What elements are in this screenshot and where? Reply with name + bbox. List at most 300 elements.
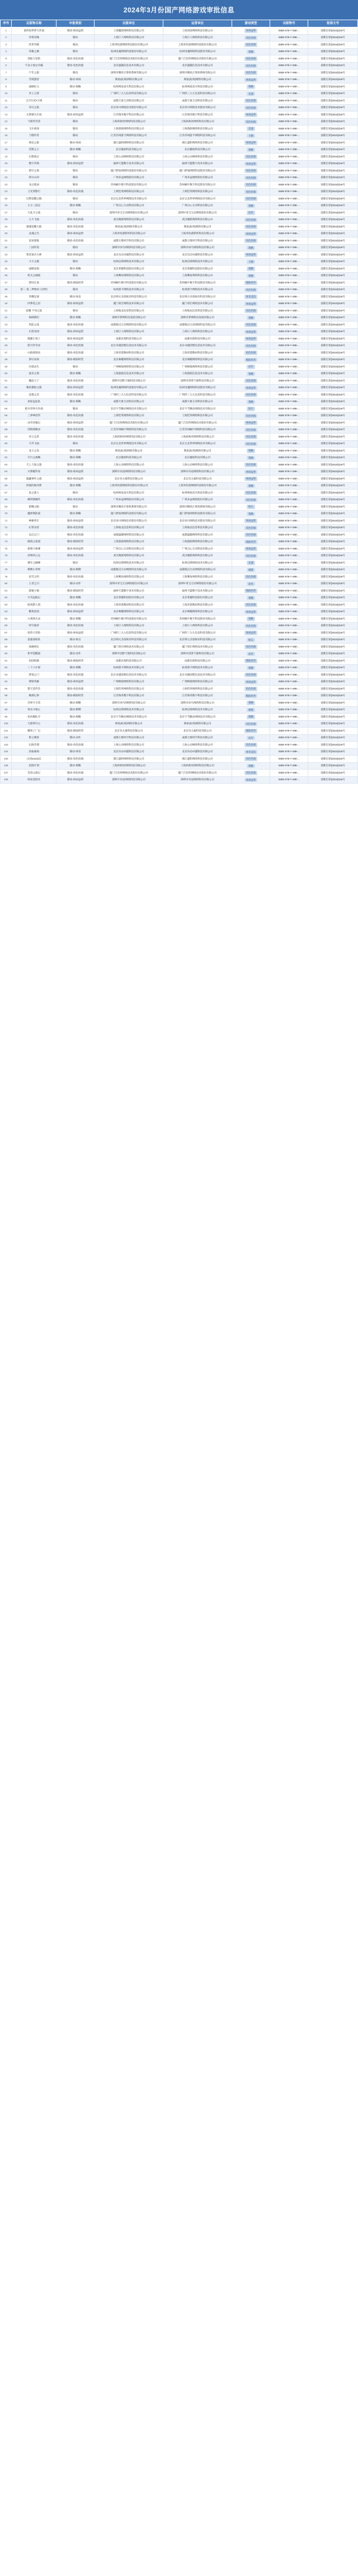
cell-publisher: 厦门梦加网络科技股份有限公司 bbox=[95, 510, 163, 518]
cell-game-type bbox=[232, 83, 270, 91]
cell-operator: 北京帅醒网络科技有限公司 bbox=[163, 356, 232, 364]
cell-title: 三界神话传 bbox=[12, 412, 56, 420]
cell-game-type bbox=[232, 62, 270, 69]
cell-title: 天外飞仙 bbox=[12, 440, 56, 448]
cell-approval-number: 国新出审[2024]318号 bbox=[308, 518, 358, 525]
cell-category: 移动-策略 bbox=[56, 454, 95, 462]
cell-category: 移动 bbox=[56, 97, 95, 105]
cell-approval-number: 国新出审[2024]318号 bbox=[308, 476, 358, 483]
cell-category: 移动-休闲益智 bbox=[56, 468, 95, 476]
cell-game-type bbox=[232, 504, 270, 511]
cell-approval-number: 国新出审[2024]318号 bbox=[308, 258, 358, 265]
cell-index: 27 bbox=[1, 209, 12, 217]
cell-category: 移动-休闲益智 bbox=[56, 328, 95, 336]
table-row bbox=[1, 328, 358, 336]
page-title: 2024年3月份国产网络游戏审批信息 bbox=[0, 0, 358, 20]
cell-operator: 武汉微派网络科技有限公司 bbox=[163, 216, 232, 223]
cell-category: 移动 bbox=[56, 41, 95, 49]
cell-approval-number: 国新出审[2024]318号 bbox=[308, 406, 358, 413]
game-type-badge: 策略 bbox=[247, 267, 255, 271]
cell-operator: 广州四三九九信息科技有限公司 bbox=[163, 630, 232, 637]
cell-game-type bbox=[232, 118, 270, 125]
table-row bbox=[1, 678, 358, 686]
cell-index: 106 bbox=[1, 762, 12, 770]
table-row bbox=[1, 398, 358, 406]
cell-category: 移动 bbox=[56, 406, 95, 413]
cell-index: 16 bbox=[1, 132, 12, 139]
cell-game-type bbox=[232, 448, 270, 455]
cell-game-type bbox=[232, 776, 270, 784]
cell-operator: 厦门勇仕网络技术有限公司 bbox=[163, 300, 232, 308]
cell-approval-number: 国新出审[2024]318号 bbox=[308, 342, 358, 350]
cell-approval-number: 国新出审[2024]318号 bbox=[308, 552, 358, 560]
cell-index: 86 bbox=[1, 622, 12, 630]
cell-index: 48 bbox=[1, 356, 12, 364]
game-type-badge: 休闲益智 bbox=[244, 519, 258, 523]
game-type-badge: 休闲益智 bbox=[244, 610, 258, 614]
cell-isbn: ISBN 978-7-498-... bbox=[270, 706, 308, 714]
cell-title: 糖果工厂记 bbox=[12, 728, 56, 735]
cell-index: 72 bbox=[1, 524, 12, 532]
cell-game-type bbox=[232, 728, 270, 735]
cell-approval-number: 国新出审[2024]318号 bbox=[308, 181, 358, 189]
game-type-badge: 休闲益智 bbox=[244, 253, 258, 257]
game-type-badge: 休闲益智 bbox=[244, 232, 258, 236]
cell-game-type bbox=[232, 398, 270, 406]
cell-category: 移动 bbox=[56, 560, 95, 567]
table-row bbox=[1, 608, 358, 616]
cell-approval-number: 国新出审[2024]318号 bbox=[308, 454, 358, 462]
game-type-badge: 策略 bbox=[247, 617, 255, 621]
cell-operator: 厦门梦加网络科技股份有限公司 bbox=[163, 510, 232, 518]
cell-operator: 成都银汉互动网络科技有限公司 bbox=[163, 566, 232, 574]
cell-isbn: ISBN 978-7-498-... bbox=[270, 118, 308, 125]
cell-publisher: 苏州蜗牛数字科技股份有限公司 bbox=[95, 616, 163, 623]
cell-approval-number: 国新出审[2024]318号 bbox=[308, 426, 358, 434]
table-row bbox=[1, 378, 358, 385]
cell-game-type bbox=[232, 580, 270, 588]
cell-isbn: ISBN 978-7-498-... bbox=[270, 672, 308, 679]
cell-game-type bbox=[232, 468, 270, 476]
cell-game-type bbox=[232, 426, 270, 434]
cell-isbn: ISBN 978-7-498-... bbox=[270, 664, 308, 672]
cell-isbn: ISBN 978-7-498-... bbox=[270, 518, 308, 525]
cell-index: 9 bbox=[1, 83, 12, 91]
game-type-badge: 动作 bbox=[247, 652, 255, 656]
game-type-badge: 角色扮演 bbox=[244, 771, 258, 775]
cell-operator: 上海莉莉丝网络科技有限公司 bbox=[163, 762, 232, 770]
cell-category: 移动-休闲 bbox=[56, 139, 95, 147]
cell-title: 梦回江南 bbox=[12, 280, 56, 287]
cell-title: 萌宠之旅 bbox=[12, 139, 56, 147]
cell-index: 87 bbox=[1, 630, 12, 637]
game-type-badge: 策略 bbox=[247, 50, 255, 54]
cell-title: 斗斗之歌 bbox=[12, 258, 56, 265]
cell-isbn: ISBN 978-7-498-... bbox=[270, 468, 308, 476]
cell-index: 76 bbox=[1, 552, 12, 560]
cell-publisher: 上海巨人网络科技有限公司 bbox=[95, 34, 163, 41]
cell-isbn: ISBN 978-7-498-... bbox=[270, 125, 308, 133]
cell-operator: 北京冰川网络技术股份有限公司 bbox=[163, 104, 232, 111]
cell-operator: 杭州网易雷火科技有限公司 bbox=[163, 490, 232, 497]
cell-approval-number: 国新出审[2024]318号 bbox=[308, 434, 358, 441]
cell-operator: 北京完美世界网络技术有限公司 bbox=[163, 195, 232, 203]
cell-game-type bbox=[232, 55, 270, 63]
cell-category: 移动-角色扮演 bbox=[56, 55, 95, 63]
game-type-badge: 策略 bbox=[247, 204, 255, 208]
cell-title: 行行之战略 bbox=[12, 454, 56, 462]
cell-operator: 杭州边锋网络技术有限公司 bbox=[163, 706, 232, 714]
cell-category: 移动-模拟经营 bbox=[56, 280, 95, 287]
cell-game-type bbox=[232, 48, 270, 55]
cell-title: 飞车战场 bbox=[12, 125, 56, 133]
cell-game-type bbox=[232, 356, 270, 364]
cell-category: 移动-休闲益智 bbox=[56, 776, 95, 784]
cell-publisher: 杭州网易雷火科技有限公司 bbox=[95, 83, 163, 91]
cell-index: 81 bbox=[1, 588, 12, 595]
cell-publisher: 广州多益网络股份有限公司 bbox=[95, 496, 163, 504]
cell-category: 移动-角色扮演 bbox=[56, 742, 95, 749]
cell-publisher: 上海巨人网络科技有限公司 bbox=[95, 328, 163, 336]
cell-operator: 北京字节跳动网络技术有限公司 bbox=[163, 406, 232, 413]
cell-game-type bbox=[232, 258, 270, 265]
cell-approval-number: 国新出审[2024]318号 bbox=[308, 83, 358, 91]
cell-operator: 北京卓越创想信息技术有限公司 bbox=[163, 342, 232, 350]
cell-approval-number: 国新出审[2024]318号 bbox=[308, 90, 358, 97]
table-row bbox=[1, 482, 358, 490]
cell-publisher: 杭州电魂网络科技股份有限公司 bbox=[95, 384, 163, 392]
cell-title: 影之刺客 bbox=[12, 734, 56, 742]
cell-category: 移动-角色扮演 bbox=[56, 574, 95, 581]
game-type-badge: 角色扮演 bbox=[244, 190, 258, 194]
cell-operator: 杭州游卡网络技术有限公司 bbox=[163, 286, 232, 294]
cell-operator: 厦门梦加网络科技股份有限公司 bbox=[163, 167, 232, 175]
cell-game-type bbox=[232, 412, 270, 420]
cell-publisher: 上海心动网络科技有限公司 bbox=[95, 462, 163, 469]
cell-isbn: ISBN 978-7-498-... bbox=[270, 770, 308, 777]
table-row bbox=[1, 118, 358, 125]
cell-operator: 江苏淘米数字科技有限公司 bbox=[163, 111, 232, 119]
cell-publisher: 成都乐狗科技有限公司 bbox=[95, 336, 163, 343]
cell-category: 移动-模拟经营 bbox=[56, 538, 95, 546]
cell-category: 移动-休闲益智 bbox=[56, 630, 95, 637]
cell-publisher: 北京完美世界网络技术有限公司 bbox=[95, 440, 163, 448]
cell-isbn: ISBN 978-7-498-... bbox=[270, 132, 308, 139]
cell-isbn: ISBN 978-7-498-... bbox=[270, 496, 308, 504]
cell-isbn: ISBN 978-7-498-... bbox=[270, 650, 308, 658]
cell-index: 7 bbox=[1, 69, 12, 77]
table-row bbox=[1, 434, 358, 441]
cell-index: 97 bbox=[1, 700, 12, 707]
table-row bbox=[1, 770, 358, 777]
cell-approval-number: 国新出审[2024]318号 bbox=[308, 167, 358, 175]
cell-isbn: ISBN 978-7-498-... bbox=[270, 406, 308, 413]
cell-title: 星际远征队 bbox=[12, 398, 56, 406]
cell-publisher: 武汉微派网络科技有限公司 bbox=[95, 552, 163, 560]
table-row bbox=[1, 524, 358, 532]
cell-approval-number: 国新出审[2024]318号 bbox=[308, 630, 358, 637]
cell-operator: 上海巨人网络科技有限公司 bbox=[163, 328, 232, 336]
cell-isbn: ISBN 978-7-498-... bbox=[270, 195, 308, 203]
cell-approval-number: 国新出审[2024]318号 bbox=[308, 566, 358, 574]
cell-approval-number: 国新出审[2024]318号 bbox=[308, 118, 358, 125]
cell-publisher: 上海恺英网络科技有限公司 bbox=[95, 188, 163, 195]
cell-game-type bbox=[232, 692, 270, 700]
cell-publisher: 深圳市腾讯计算机系统有限公司 bbox=[95, 69, 163, 77]
cell-isbn: ISBN 978-7-498-... bbox=[270, 398, 308, 406]
cell-category: 移动 bbox=[56, 308, 95, 315]
cell-game-type bbox=[232, 286, 270, 294]
cell-publisher: 杭州电魂网络科技股份有限公司 bbox=[95, 48, 163, 55]
cell-isbn: ISBN 978-7-498-... bbox=[270, 364, 308, 371]
cell-isbn: ISBN 978-7-498-... bbox=[270, 294, 308, 301]
cell-isbn: ISBN 978-7-498-... bbox=[270, 524, 308, 532]
cell-approval-number: 国新出审[2024]318号 bbox=[308, 294, 358, 301]
cell-title: 隐藏事件之谜 bbox=[12, 476, 56, 483]
game-type-badge: 角色扮演 bbox=[244, 442, 258, 446]
cell-game-type bbox=[232, 700, 270, 707]
cell-title: 猎鹰之眼 bbox=[12, 504, 56, 511]
cell-index: 79 bbox=[1, 574, 12, 581]
cell-isbn: ISBN 978-7-498-... bbox=[270, 258, 308, 265]
cell-index: 107 bbox=[1, 770, 12, 777]
cell-isbn: ISBN 978-7-498-... bbox=[270, 594, 308, 602]
cell-category: 移动 bbox=[56, 490, 95, 497]
game-type-badge: 角色扮演 bbox=[244, 239, 258, 243]
cell-publisher: 厦门梦加网络科技股份有限公司 bbox=[95, 167, 163, 175]
cell-approval-number: 国新出审[2024]318号 bbox=[308, 392, 358, 399]
cell-operator: 杭州网易雷火科技有限公司 bbox=[163, 83, 232, 91]
cell-isbn: ISBN 978-7-498-... bbox=[270, 532, 308, 539]
cell-title: 灵魂之光 bbox=[12, 230, 56, 237]
cell-operator: 北京网元圣唐娱乐科技有限公司 bbox=[163, 636, 232, 644]
cell-game-type bbox=[232, 280, 270, 287]
cell-title: 赛车之巅峰 bbox=[12, 560, 56, 567]
cell-title: 碎裂的银河系 bbox=[12, 482, 56, 490]
cell-game-type bbox=[232, 770, 270, 777]
game-type-badge: 策略 bbox=[247, 85, 255, 89]
cell-title: 山河social志 bbox=[12, 756, 56, 763]
table-row bbox=[1, 76, 358, 83]
cell-publisher: 北京掌趣科技股份有限公司 bbox=[95, 594, 163, 602]
cell-index: 47 bbox=[1, 350, 12, 357]
cell-game-type bbox=[232, 706, 270, 714]
cell-index: 14 bbox=[1, 118, 12, 125]
cell-approval-number: 国新出审[2024]318号 bbox=[308, 504, 358, 511]
cell-game-type bbox=[232, 160, 270, 167]
table-row bbox=[1, 364, 358, 371]
cell-approval-number: 国新出审[2024]318号 bbox=[308, 153, 358, 161]
cell-index: 80 bbox=[1, 580, 12, 588]
cell-category: 移动-策略 bbox=[56, 664, 95, 672]
cell-index: 58 bbox=[1, 426, 12, 434]
game-type-badge: 角色扮演 bbox=[244, 351, 258, 355]
cell-title: 时空旅者 bbox=[12, 622, 56, 630]
cell-title: 小小三国志 bbox=[12, 202, 56, 209]
table-row bbox=[1, 706, 358, 714]
cell-approval-number: 国新出审[2024]318号 bbox=[308, 280, 358, 287]
cell-publisher: 网易(杭州)网络有限公司 bbox=[95, 448, 163, 455]
table-row bbox=[1, 538, 358, 546]
cell-approval-number: 国新出审[2024]318号 bbox=[308, 55, 358, 63]
cell-game-type bbox=[232, 762, 270, 770]
cell-category: 移动 bbox=[56, 132, 95, 139]
game-type-badge: 策略 bbox=[247, 148, 255, 152]
cell-index: 32 bbox=[1, 244, 12, 251]
table-row bbox=[1, 314, 358, 322]
cell-title: 天上人间之旅 bbox=[12, 462, 56, 469]
game-type-badge: 策略 bbox=[247, 764, 255, 768]
cell-operator: 深圳中青宝互动网络股份有限公司 bbox=[163, 209, 232, 217]
cell-game-type bbox=[232, 518, 270, 525]
game-type-badge: 卡牌 bbox=[247, 260, 255, 264]
cell-approval-number: 国新出审[2024]318号 bbox=[308, 146, 358, 153]
cell-title: 机甲觉醒战 bbox=[12, 650, 56, 658]
cell-game-type bbox=[232, 181, 270, 189]
table-row bbox=[1, 714, 358, 721]
cell-category: 移动-角色扮演 bbox=[56, 532, 95, 539]
cell-publisher: 上海巨人网络科技有限公司 bbox=[95, 622, 163, 630]
cell-operator: 网易(杭州)网络有限公司 bbox=[163, 76, 232, 83]
cell-operator: 厦门吉比特网络技术股份有限公司 bbox=[163, 420, 232, 427]
cell-title: 西海情歌录 bbox=[12, 426, 56, 434]
cell-publisher: 深圳市乐逗网络科技有限公司 bbox=[95, 776, 163, 784]
table-row bbox=[1, 496, 358, 504]
table-row bbox=[1, 139, 358, 147]
cell-category: 移动-角色扮演 bbox=[56, 644, 95, 651]
cell-game-type bbox=[232, 664, 270, 672]
cell-category: 移动-策略 bbox=[56, 714, 95, 721]
cell-title: 异界守卫者 bbox=[12, 700, 56, 707]
cell-isbn: ISBN 978-7-498-... bbox=[270, 83, 308, 91]
cell-approval-number: 国新出审[2024]318号 bbox=[308, 76, 358, 83]
cell-isbn: ISBN 978-7-498-... bbox=[270, 720, 308, 728]
game-type-badge: 休闲益智 bbox=[244, 778, 258, 782]
cell-category: 移动-角色扮演 bbox=[56, 378, 95, 385]
table-row bbox=[1, 616, 358, 623]
cell-approval-number: 国新出审[2024]318号 bbox=[308, 602, 358, 609]
cell-approval-number: 国新出审[2024]318号 bbox=[308, 97, 358, 105]
game-type-badge: 角色扮演 bbox=[244, 323, 258, 327]
cell-category: 移动 bbox=[56, 364, 95, 371]
cell-operator: 深圳市梦网科技发展有限公司 bbox=[163, 314, 232, 322]
game-type-badge: 动作 bbox=[247, 582, 255, 586]
cell-title: 奇境奇缘 bbox=[12, 34, 56, 41]
cell-title: 千年之旅 bbox=[12, 69, 56, 77]
cell-operator: 深圳市创梦天地科技有限公司 bbox=[163, 650, 232, 658]
cell-publisher: 北京卓越创想信息技术有限公司 bbox=[95, 342, 163, 350]
cell-title: 魔界塔防战 bbox=[12, 510, 56, 518]
cell-isbn: ISBN 978-7-498-... bbox=[270, 678, 308, 686]
cell-publisher: 厦门勇仕网络技术有限公司 bbox=[95, 644, 163, 651]
cell-publisher: 杭州边锋网络技术有限公司 bbox=[95, 706, 163, 714]
cell-isbn: ISBN 978-7-498-... bbox=[270, 546, 308, 553]
table-row bbox=[1, 756, 358, 763]
cell-operator: 北京卓越创想信息技术有限公司 bbox=[163, 672, 232, 679]
table-row bbox=[1, 440, 358, 448]
cell-index: 66 bbox=[1, 482, 12, 490]
cell-title: 剑起之战 bbox=[12, 322, 56, 329]
game-type-badge: 角色扮演 bbox=[244, 379, 258, 383]
cell-operator: 北京冰川网络技术股份有限公司 bbox=[163, 518, 232, 525]
cell-operator: 成都天象互动科技有限公司 bbox=[163, 398, 232, 406]
cell-category: 移动-角色扮演 bbox=[56, 552, 95, 560]
cell-game-type bbox=[232, 139, 270, 147]
cell-publisher: 北京乐动卓越科技有限公司 bbox=[95, 748, 163, 756]
cell-isbn: ISBN 978-7-498-... bbox=[270, 286, 308, 294]
cell-category: 移动-角色扮演 bbox=[56, 720, 95, 728]
cell-title: 方舟远航记 bbox=[12, 594, 56, 602]
cell-isbn: ISBN 978-7-498-... bbox=[270, 336, 308, 343]
cell-index: 3 bbox=[1, 41, 12, 49]
cell-index: 69 bbox=[1, 504, 12, 511]
cell-isbn: ISBN 978-7-498-... bbox=[270, 622, 308, 630]
cell-isbn: ISBN 978-7-498-... bbox=[270, 608, 308, 616]
cell-game-type bbox=[232, 153, 270, 161]
cell-category: 移动 bbox=[56, 34, 95, 41]
cell-operator: 上海米哈游网络科技股份有限公司 bbox=[163, 41, 232, 49]
table-row bbox=[1, 658, 358, 665]
game-type-badge: 角色扮演 bbox=[244, 743, 258, 747]
cell-index: 90 bbox=[1, 650, 12, 658]
cell-index: 13 bbox=[1, 111, 12, 119]
game-type-badge: 策略 bbox=[247, 400, 255, 404]
table-row bbox=[1, 308, 358, 315]
cell-game-type bbox=[232, 462, 270, 469]
cell-game-type bbox=[232, 538, 270, 546]
cell-publisher: 成都盛趣网络科技有限公司 bbox=[95, 532, 163, 539]
cell-approval-number: 国新出审[2024]318号 bbox=[308, 532, 358, 539]
cell-approval-number: 国新出审[2024]318号 bbox=[308, 314, 358, 322]
table-row bbox=[1, 132, 358, 139]
cell-game-type bbox=[232, 588, 270, 595]
cell-approval-number: 国新出审[2024]318号 bbox=[308, 420, 358, 427]
table-row bbox=[1, 720, 358, 728]
table-row bbox=[1, 574, 358, 581]
cell-title: 雪境猎者 bbox=[12, 76, 56, 83]
cell-game-type bbox=[232, 510, 270, 518]
cell-title: 萌宠消消乐 bbox=[12, 776, 56, 784]
table-row bbox=[1, 602, 358, 609]
cell-category: 移动-策略 bbox=[56, 594, 95, 602]
table-row bbox=[1, 630, 358, 637]
cell-title: 梦幻农场 bbox=[12, 356, 56, 364]
table-row bbox=[1, 664, 358, 672]
cell-index: 61 bbox=[1, 448, 12, 455]
cell-publisher: 成都七维时空科技有限公司 bbox=[95, 237, 163, 245]
cell-title: 星耀 不死之冕 bbox=[12, 308, 56, 315]
game-type-badge: 休闲益智 bbox=[244, 302, 258, 306]
cell-game-type bbox=[232, 546, 270, 553]
cell-publisher: 广州畅悦网络科技有限公司 bbox=[95, 364, 163, 371]
cell-index: 30 bbox=[1, 230, 12, 237]
cell-publisher: 北京冰川网络技术股份有限公司 bbox=[95, 518, 163, 525]
cell-game-type bbox=[232, 636, 270, 644]
game-type-badge: 角色扮演 bbox=[244, 428, 258, 432]
cell-game-type bbox=[232, 616, 270, 623]
cell-isbn: ISBN 978-7-498-... bbox=[270, 209, 308, 217]
cell-isbn: ISBN 978-7-498-... bbox=[270, 76, 308, 83]
cell-isbn: ISBN 978-7-498-... bbox=[270, 476, 308, 483]
cell-title: 星穹之约 bbox=[12, 574, 56, 581]
cell-title: 智者迷宫大师 bbox=[12, 251, 56, 259]
game-type-badge: 角色扮演 bbox=[244, 288, 258, 292]
cell-index: 88 bbox=[1, 636, 12, 644]
cell-approval-number: 国新出审[2024]318号 bbox=[308, 272, 358, 280]
cell-category: 移动-角色扮演 bbox=[56, 434, 95, 441]
cell-isbn: ISBN 978-7-498-... bbox=[270, 104, 308, 111]
cell-title: 田园牧歌 bbox=[12, 658, 56, 665]
